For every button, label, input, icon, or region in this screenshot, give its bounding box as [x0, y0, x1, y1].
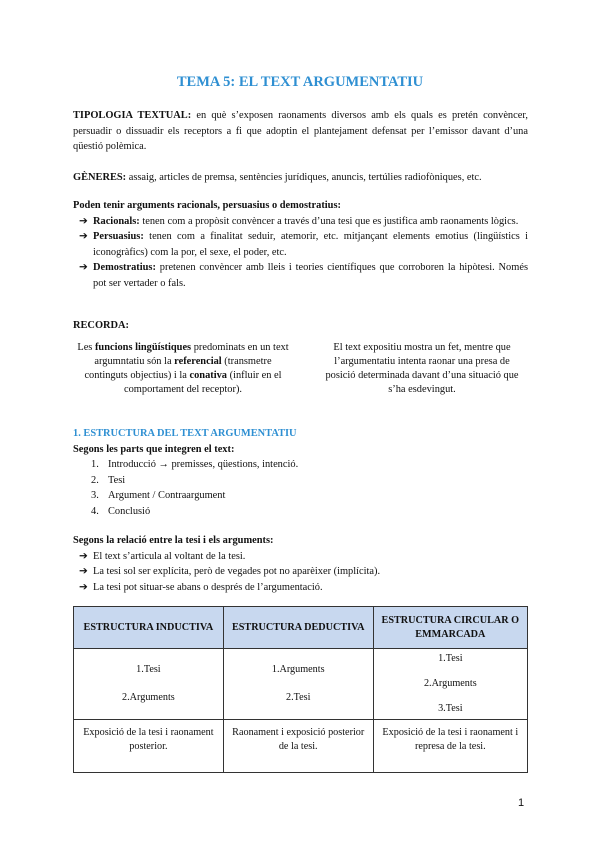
list-text: La tesi pot situar-se abans o després de l’argumentació.: [93, 581, 323, 593]
arrow-icon: ➔: [79, 550, 88, 562]
argument-text: tenen com a propòsit convèncer a través d’una tesi que es justifica amb raonaments lògics.: [139, 215, 519, 227]
list-item: [73, 504, 528, 520]
list-number: 1.: [91, 459, 99, 470]
generes-label: GÈNERES:: [73, 172, 127, 183]
text-bold: referencial: [174, 356, 222, 367]
list-number: 2.: [91, 474, 99, 486]
recorda-label: RECORDA:: [73, 320, 129, 331]
argument-label: Persuasius:: [93, 231, 144, 242]
relation-list: [73, 549, 528, 596]
text-fragment: (influir en el comportament del receptor).: [124, 370, 282, 395]
list-text: El text s’articula al voltant de la tesi.: [93, 550, 246, 562]
list-item: [73, 457, 528, 473]
page-number: 1: [518, 797, 525, 809]
cell-line: 2.Arguments: [122, 692, 175, 703]
list-number: 3.: [91, 490, 99, 501]
generes-text: assaig, articles de premsa, sentències jurídiques, anuncis, tertúlies radiofòniques, etc.: [126, 172, 482, 183]
tipologia-paragraph: [73, 108, 528, 155]
list-item: [73, 564, 528, 580]
generes-paragraph: [73, 170, 528, 186]
list-item: [73, 229, 528, 260]
table-cell: Raonament i exposició posterior de la tesi.: [223, 720, 373, 773]
list-item: [73, 488, 528, 504]
text-bold: conativa: [189, 370, 228, 381]
argument-text: pretenen convèncer amb lleis i teories científiques que corroboren la hipòtesi. Només pot ser vertader o fals.: [93, 262, 528, 289]
list-text: Tesi: [108, 474, 126, 486]
list-item: [73, 549, 528, 565]
list-text: La tesi sol ser explícita, però de vegades pot no aparèixer (implícita).: [93, 566, 381, 577]
list-text: Conclusió: [108, 505, 151, 517]
argument-label: Demostratius:: [93, 262, 156, 273]
cell-line: 1.Tesi: [136, 664, 161, 675]
recorda-left-text: [73, 341, 293, 397]
table-cell: Exposició de la tesi i raonament i represa de la tesi.: [373, 720, 527, 773]
table-cell: [223, 649, 373, 720]
page-title: TEMA 5: EL TEXT ARGUMENTATIU: [176, 74, 424, 90]
relation-section: [73, 533, 528, 595]
text-fragment: (transmetre continguts objectius) i la: [84, 356, 272, 381]
relation-intro: Segons la relació entre la tesi i els arguments:: [73, 535, 274, 546]
section-heading: 1. ESTRUCTURA DEL TEXT ARGUMENTATIU: [73, 428, 297, 439]
table-header-row: [74, 607, 528, 649]
list-text: Introducció → premisses, qüestions, intenció.: [108, 459, 299, 470]
cell-line: 1.Arguments: [271, 664, 325, 675]
tipologia-label: TIPOLOGIA TEXTUAL:: [73, 110, 192, 121]
list-number: 4.: [91, 505, 99, 517]
list-item: [73, 260, 528, 291]
argument-label: Racionals:: [93, 215, 140, 227]
arrow-icon: ➔: [79, 231, 88, 242]
cell-line: 2.Arguments: [423, 678, 477, 689]
cell-line: 2.Tesi: [285, 692, 311, 703]
arguments-intro: Poden tenir arguments racionals, persuasius o demostratius:: [73, 200, 341, 211]
arguments-section: [73, 198, 528, 291]
arrow-icon: ➔: [79, 262, 88, 273]
table-cell: Exposició de la tesi i raonament posterior.: [74, 720, 224, 773]
argument-text: tenen com a finalitat seduir, atemorir, etc. mitjançant elements emotius (lingüístics i iconogràfics) com la por, el sexe, el poder, etc.: [93, 231, 528, 258]
arguments-list: [73, 214, 528, 292]
table-row: [74, 649, 528, 720]
structure-section: [73, 426, 528, 519]
list-text: Argument / Contraargument: [108, 490, 226, 501]
table-header-cell: ESTRUCTURA CIRCULAR O EMMARCADA: [373, 607, 527, 649]
text-bold: funcions lingüístiques: [94, 342, 192, 353]
structure-table: [73, 606, 528, 773]
text-fragment: Les: [77, 342, 95, 353]
cell-line: 3.Tesi: [438, 703, 463, 714]
arrow-icon: ➔: [79, 215, 88, 227]
table-row: [74, 720, 528, 773]
table-cell: [373, 649, 527, 720]
table-cell: [74, 649, 224, 720]
tipologia-text: en què s’exposen raonaments diversos amb els quals es pretén convèncer, persuadir o dissuadir els receptors a fi que adoptin el plantejament defensat per l’emissor davant d’una qüestió polèmica.: [73, 110, 528, 152]
parts-list: [73, 457, 528, 519]
arrow-icon: ➔: [79, 581, 88, 593]
table-header-cell: ESTRUCTURA INDUCTIVA: [74, 607, 224, 649]
recorda-right-text: El text expositiu mostra un fet, mentre que l’argumentatiu intenta raonar una presa de posició determinada davant d’una situació que s’ha esdevingut.: [325, 342, 519, 395]
list-item: [73, 214, 528, 230]
arrow-icon: ➔: [79, 566, 88, 577]
list-item: [73, 580, 528, 596]
text-fragment: predominats en un text argumntatiu són la: [94, 342, 289, 367]
list-item: [73, 473, 528, 489]
parts-intro: Segons les parts que integren el text:: [73, 443, 235, 455]
cell-line: 1.Tesi: [438, 653, 463, 664]
table-header-cell: ESTRUCTURA DEDUCTIVA: [223, 607, 373, 649]
